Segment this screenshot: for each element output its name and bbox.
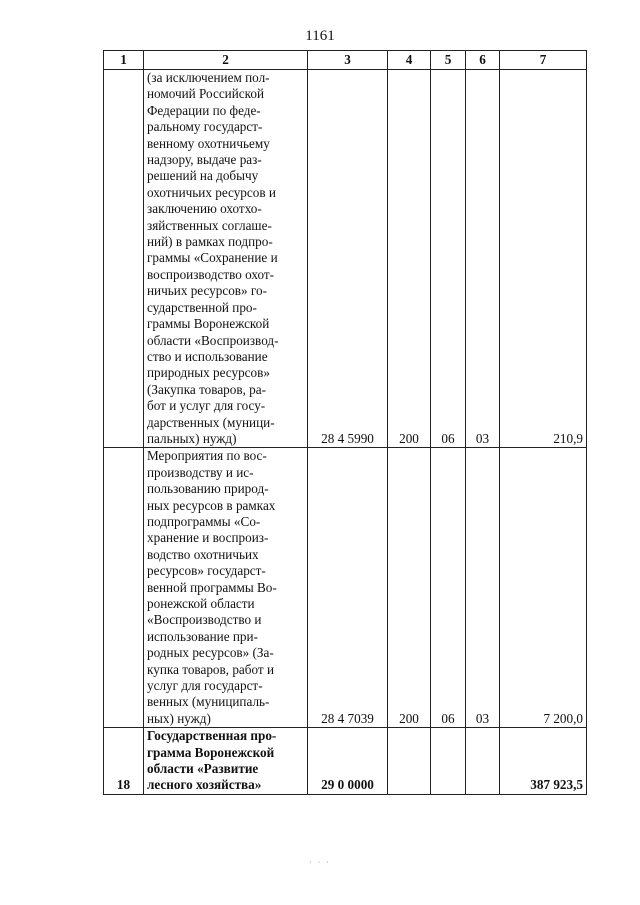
description-line: воспроизводство охот- — [147, 266, 275, 282]
description-line: решений на добычу — [147, 168, 259, 184]
description-line: (за исключением пол- — [147, 70, 270, 85]
table-row — [104, 728, 587, 795]
row-amount: 387 923,5 — [500, 728, 587, 795]
description-line: охотничьих ресурсов и — [147, 184, 276, 200]
description-line: номочий Российской — [147, 86, 265, 102]
header-col-3: 3 — [308, 51, 388, 70]
row-amount: 210,9 — [500, 70, 587, 448]
description-line: (Закупка товаров, ра- — [147, 381, 267, 397]
description-line: Государственная про- — [147, 728, 277, 744]
description-line: производству и ис- — [147, 464, 254, 480]
description-line: купка товаров, работ и — [147, 661, 275, 677]
table-row — [104, 70, 587, 448]
description-line: дарственных (муници- — [147, 414, 275, 430]
description-line: ральному государст- — [147, 119, 263, 135]
row-code: 29 0 0000 — [308, 728, 388, 795]
header-col-4: 4 — [388, 51, 431, 70]
row-col5 — [431, 728, 466, 795]
description-line: ронежской области — [147, 596, 255, 611]
description-line: водство охотничьих — [147, 546, 259, 562]
description-line: услуг для государст- — [147, 678, 263, 694]
row-amount: 7 200,0 — [500, 448, 587, 728]
description-line: ных) нужд) — [147, 710, 211, 726]
row-col4: 200 — [388, 448, 431, 728]
header-col-5: 5 — [431, 51, 466, 70]
header-col-2: 2 — [144, 51, 308, 70]
description-line: использование при- — [147, 628, 258, 644]
row-col4: 200 — [388, 70, 431, 448]
row-code: 28 4 7039 — [308, 448, 388, 728]
description-line: Федерации по феде- — [147, 102, 261, 118]
description-line: ных ресурсов в рамках — [147, 497, 276, 513]
row-col5: 06 — [431, 448, 466, 728]
description-line: венной программы Во- — [147, 579, 277, 595]
description-line: Мероприятия по вос- — [147, 448, 267, 464]
row-description — [144, 448, 308, 728]
row-col5: 06 — [431, 70, 466, 448]
description-line: ничьих ресурсов» го- — [147, 283, 267, 299]
description-line: пальных) нужд) — [147, 430, 237, 446]
table-row — [104, 448, 587, 728]
description-line: родных ресурсов» (За- — [147, 645, 274, 661]
description-line: «Воспроизводство и — [147, 612, 262, 628]
description-line: ство и использование — [147, 348, 268, 364]
row-col6: 03 — [466, 448, 500, 728]
header-col-7: 7 — [500, 51, 587, 70]
row-index — [104, 70, 144, 448]
row-description — [144, 728, 308, 795]
header-col-6: 6 — [466, 51, 500, 70]
table-header-row — [104, 51, 587, 70]
description-line: венному охотничьему — [147, 135, 270, 151]
row-col6 — [466, 728, 500, 795]
page-number: 1161 — [305, 28, 335, 44]
description-line: граммы «Сохранение и — [147, 250, 278, 266]
description-line: надзору, выдаче раз- — [147, 152, 262, 168]
description-line: венных (муниципаль- — [147, 694, 270, 710]
description-line: граммы Воронежской — [147, 316, 270, 332]
row-description — [144, 70, 308, 448]
description-line: сударственной про- — [147, 299, 257, 315]
description-line: природных ресурсов» — [147, 365, 270, 381]
description-line: пользованию природ- — [147, 481, 269, 497]
scan-artifact: · · · — [309, 858, 331, 867]
budget-table — [103, 50, 587, 795]
description-line: грамма Воронежской — [147, 744, 275, 760]
description-line: хранение и воспроиз- — [147, 530, 269, 546]
row-index — [104, 448, 144, 728]
description-line: области «Воспроизвод- — [147, 332, 279, 348]
description-line: зяйственных соглаше- — [147, 217, 272, 233]
row-col4 — [388, 728, 431, 795]
description-line: ний) в рамках подпро- — [147, 234, 273, 250]
row-code: 28 4 5990 — [308, 70, 388, 448]
description-line: области «Развитие — [147, 761, 259, 777]
description-line: заключению охотхо- — [147, 201, 262, 217]
description-line: подпрограммы «Со- — [147, 513, 261, 529]
description-line: лесного хозяйства» — [147, 777, 262, 793]
header-col-1: 1 — [104, 51, 144, 70]
description-line: ресурсов» государст- — [147, 563, 266, 579]
description-line: бот и услуг для госу- — [147, 398, 266, 414]
row-col6: 03 — [466, 70, 500, 448]
row-index: 18 — [104, 728, 144, 795]
